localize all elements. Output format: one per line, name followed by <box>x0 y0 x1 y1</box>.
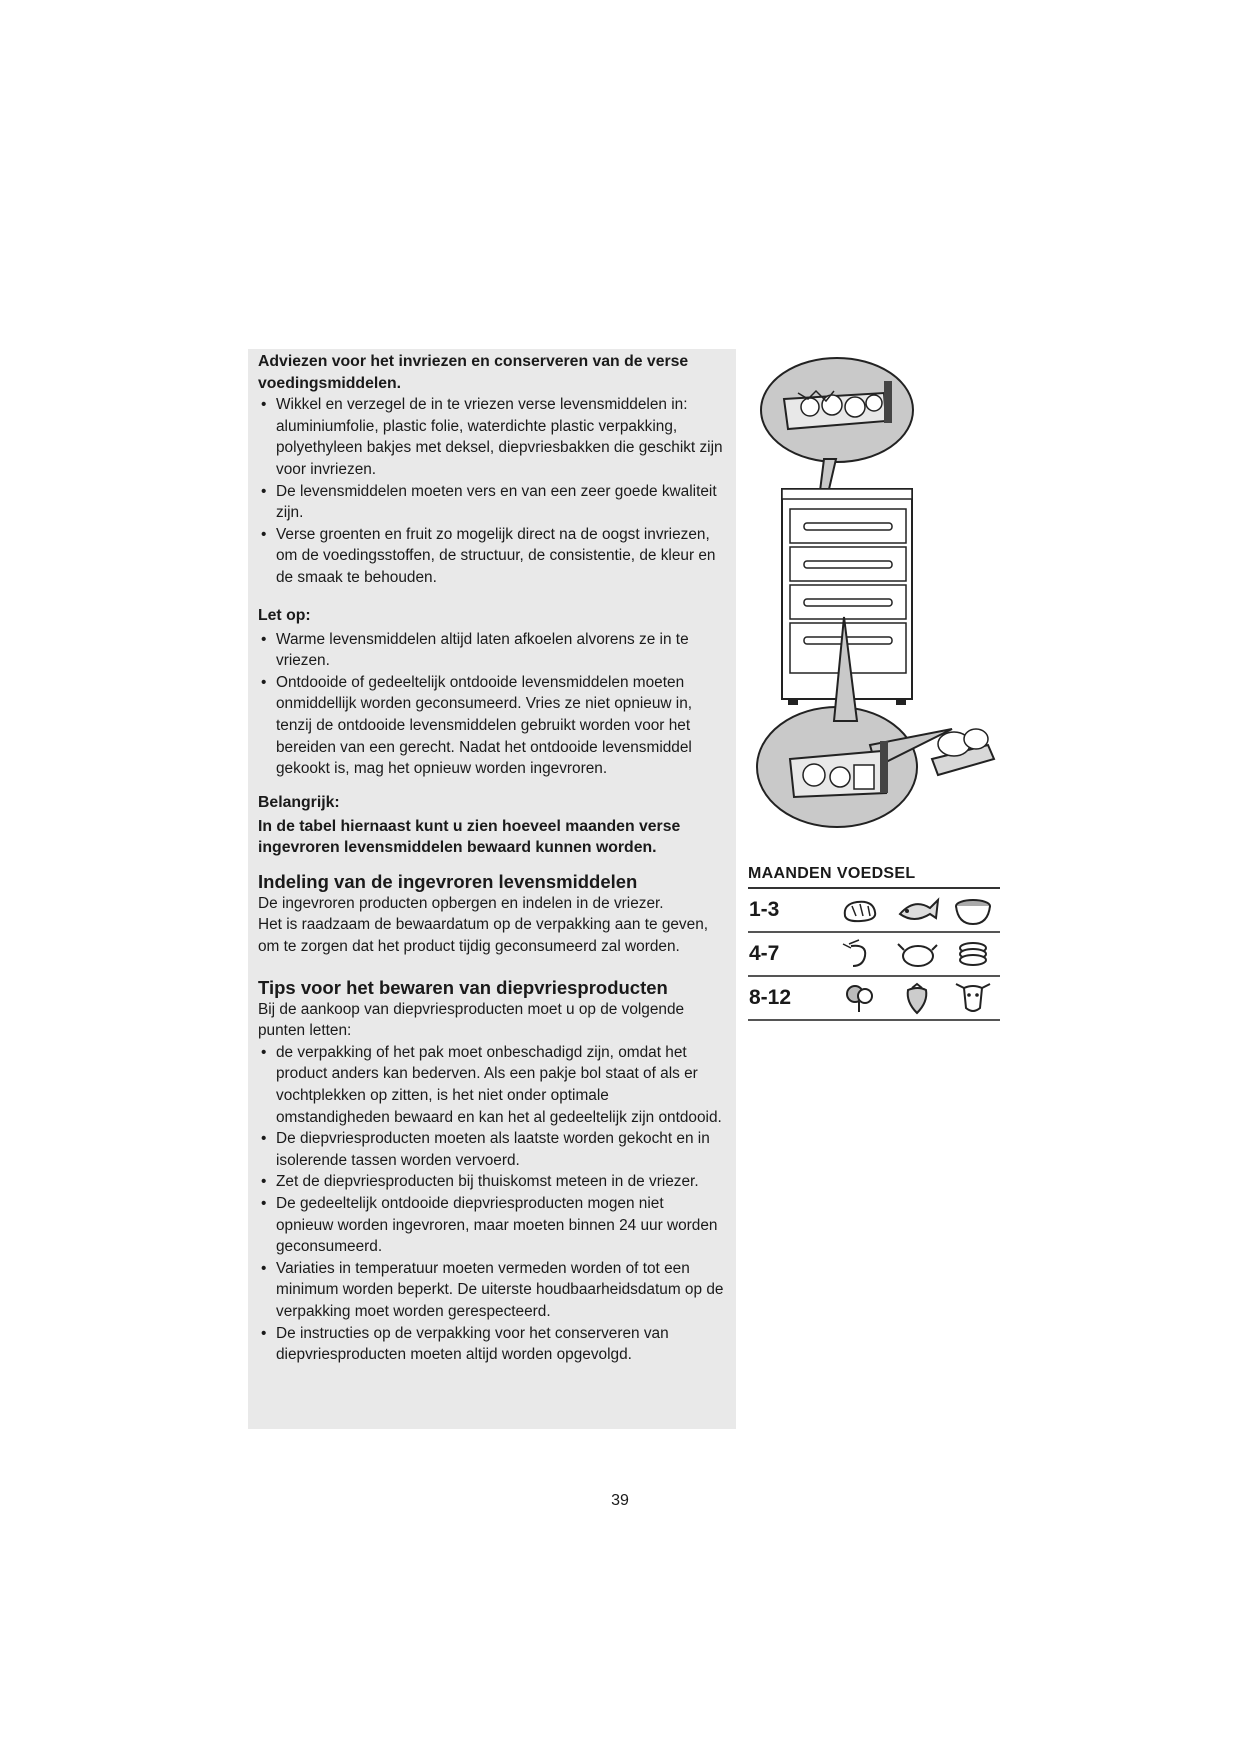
list-item: • De diepvriesproducten moeten als laatste worden gekocht en in isolerende tassen worden vervoerd. <box>258 1128 724 1171</box>
months-value: 4-7 <box>749 942 780 965</box>
list-item: • Variaties in temperatuur moeten vermeden worden of tot een minimum worden beperkt. De uiterste houdbaarheidsdatum op de verpakking moet worden gerespecteerd. <box>258 1258 724 1323</box>
page-number: 39 <box>611 1492 629 1509</box>
header-months: MAANDEN <box>748 865 832 882</box>
freezer-storage-table <box>748 865 1000 1021</box>
fish-icon <box>894 892 940 928</box>
indeling-text-2: Het is raadzaam de bewaardatum op de verpakking aan te geven, om te zorgen dat het product tijdig geconsumeerd zal worden. <box>258 916 709 956</box>
list-item: • De gedeeltelijk ontdooide diepvriesproducten mogen niet opnieuw worden ingevroren, maar moeten binnen 24 uur worden geconsumeerd. <box>258 1193 724 1258</box>
indeling-text-1: De ingevroren producten opbergen en indelen in de vriezer. <box>258 894 664 912</box>
pancake-stack-icon <box>950 936 996 972</box>
section-title-let-op: Let op: <box>258 606 311 624</box>
table-row <box>748 933 1000 977</box>
soup-bowl-icon <box>950 892 996 928</box>
storage-table-header <box>748 865 1000 889</box>
header-food: VOEDSEL <box>836 865 916 882</box>
section-title-freezing-advice: Adviezen voor het invriezen en conserveren van de verse voedingsmiddelen. <box>258 353 689 392</box>
list-item: • Zet de diepvriesproducten bij thuiskomst meteen in de vriezer. <box>258 1171 724 1193</box>
section-title-indeling: Indeling van de ingevroren levensmiddelen <box>258 870 638 892</box>
tips-list <box>258 1042 724 1366</box>
table-row <box>748 889 1000 933</box>
list-item: • De instructies op de verpakking voor het conserveren van diepvriesproducten moeten altijd worden opgevolgd. <box>258 1323 724 1366</box>
bread-icon <box>837 892 883 928</box>
section-title-belangrijk: Belangrijk: <box>258 793 340 811</box>
content-panel <box>248 349 736 1429</box>
list-item: • de verpakking of het pak moet onbeschadigd zijn, omdat het product anders kan bederven. Als een pakje bol staat of als er vochtplekken op zitten, is het niet onder optimale omstandigheden bewaard en kan het al gedeeltelijk zijn ontdooid. <box>258 1042 724 1128</box>
freezing-advice-list <box>258 394 724 588</box>
let-op-list <box>258 629 724 780</box>
list-item: • Wikkel en verzegel de in te vriezen verse levensmiddelen in: aluminiumfolie, plastic folie, waterdichte plastic verpakking, polyethyleen bakjes met deksel, diepvriesbakken die geschikt zijn voor invriezen. <box>258 394 724 480</box>
months-value: 8-12 <box>749 986 792 1009</box>
tips-intro: Bij de aankoop van diepvriesproducten moet u op de volgende punten letten: <box>258 1000 685 1040</box>
list-item: • Verse groenten en fruit zo mogelijk direct na de oogst invriezen, om de voedingsstoffen, de structuur, de consistentie, de kleur en de smaak te behouden. <box>258 524 724 589</box>
chicken-icon <box>894 936 940 972</box>
section-title-tips: Tips voor het bewaren van diepvriesproducten <box>258 976 668 998</box>
belangrijk-text: In de tabel hiernaast kunt u zien hoeveel maanden verse ingevroren levensmiddelen bewaard kunnen worden. <box>258 817 681 857</box>
table-row <box>748 977 1000 1021</box>
list-item: • Warme levensmiddelen altijd laten afkoelen alvorens ze in te vriezen. <box>258 629 724 672</box>
shrimp-icon <box>837 936 883 972</box>
months-value: 1-3 <box>749 898 780 921</box>
list-item: • De levensmiddelen moeten vers en van een zeer goede kwaliteit zijn. <box>258 481 724 524</box>
strawberry-icon <box>894 980 940 1016</box>
cow-head-icon <box>950 980 996 1016</box>
vegetables-icon <box>837 980 883 1016</box>
freezer-drawers-illustration <box>752 349 1012 849</box>
list-item: • Ontdooide of gedeeltelijk ontdooide levensmiddelen moeten onmiddellijk worden geconsumeerd. Vries ze niet opnieuw in, tenzij de ontdooide levensmiddelen gebruikt worden voor het bereiden van een gerecht. Nadat het ontdooide levensmiddel gekookt is, mag het opnieuw worden ingevroren. <box>258 672 724 780</box>
